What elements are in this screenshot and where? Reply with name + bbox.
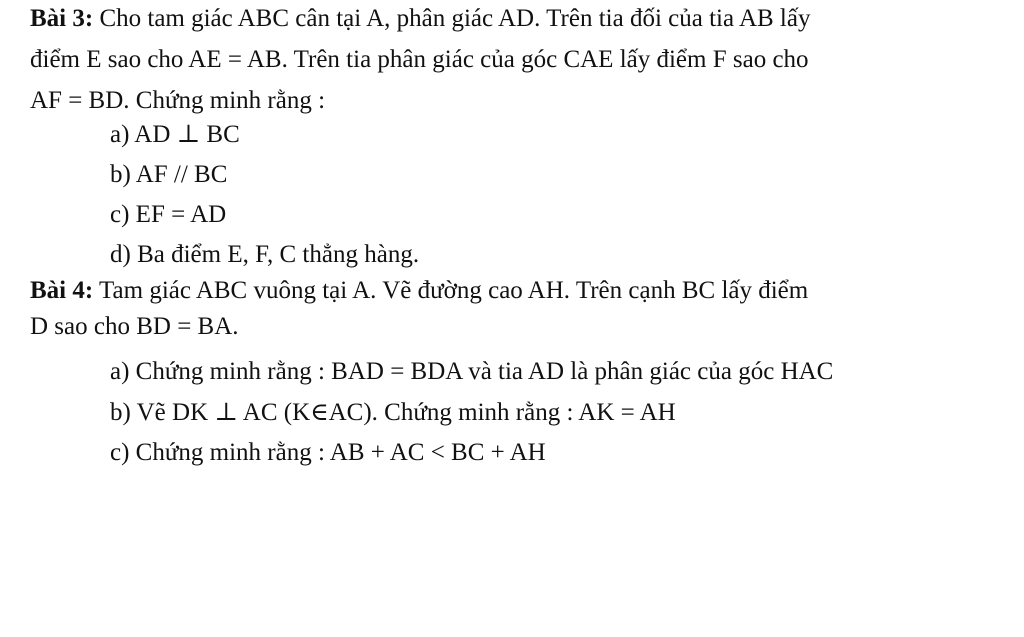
bai4-item-a: a) Chứng minh rằng : BAD = BDA và tia AD là phân giác của góc HAC — [110, 358, 834, 385]
bai4-line-1 — [30, 276, 808, 306]
bai4-heading: Bài 4: — [30, 277, 94, 304]
bai3-item-a: a) AD ⊥ BC — [110, 121, 240, 148]
bai3-item-b: b) AF // BC — [110, 161, 228, 188]
bai4-line-2: D sao cho BD = BA. — [30, 313, 239, 340]
bai3-line-3: AF = BD. Chứng minh rằng : — [30, 87, 326, 114]
bai3-heading: Bài 3: — [30, 5, 94, 32]
bai4-line-1-text: Tam giác ABC vuông tại A. Vẽ đường cao AH. Trên cạnh BC lấy điểm — [93, 277, 809, 304]
bai3-line-2: điểm E sao cho AE = AB. Trên tia phân giác của góc CAE lấy điểm F sao cho — [30, 46, 809, 73]
bai3-item-d: d) Ba điểm E, F, C thẳng hàng. — [110, 241, 420, 268]
bai3-line-1-text: Cho tam giác ABC cân tại A, phân giác AD. Trên tia đối của tia AB lấy — [93, 5, 811, 32]
bai3-line-1 — [30, 4, 810, 34]
bai4-item-b: b) Vẽ DK ⊥ AC (K∈AC). Chứng minh rằng : AK = AH — [110, 399, 676, 426]
bai3-item-c: c) EF = AD — [110, 201, 227, 228]
bai4-item-c: c) Chứng minh rằng : AB + AC < BC + AH — [110, 439, 546, 466]
